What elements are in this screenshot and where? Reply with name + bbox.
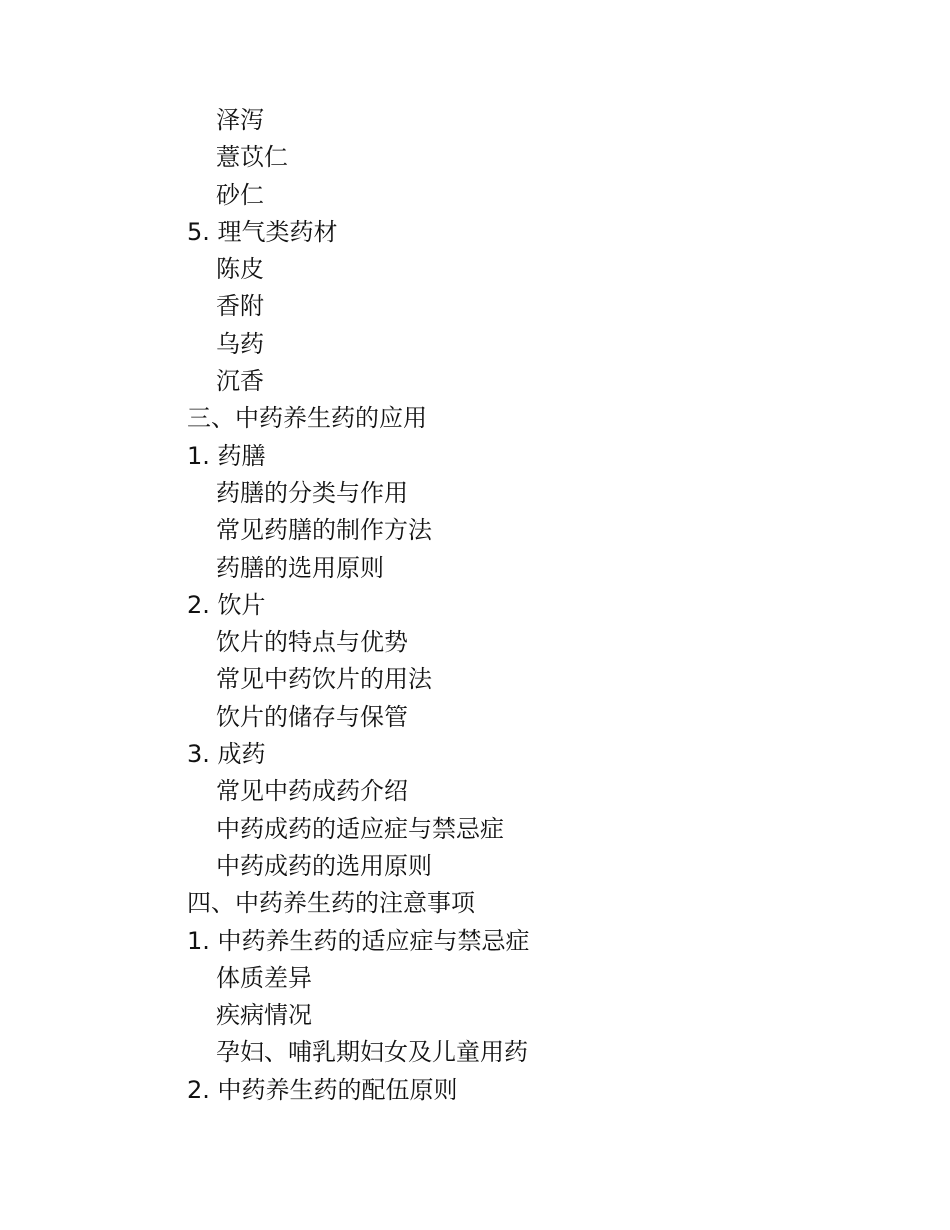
outline-item: 乌药 [216,329,264,358]
outline-item: 砂仁 [216,180,264,209]
outline-heading: 1. 中药养生药的适应症与禁忌症 [187,926,530,955]
outline-item: 孕妇、哺乳期妇女及儿童用药 [216,1038,528,1067]
outline-heading: 3. 成药 [187,740,266,769]
outline-item: 中药成药的选用原则 [216,851,432,880]
outline-item: 中药成药的适应症与禁忌症 [216,814,504,843]
outline-item: 常见中药饮片的用法 [216,665,432,694]
outline-item: 陈皮 [216,255,264,284]
outline-heading: 三、中药养生药的应用 [187,404,427,433]
outline-item: 饮片的储存与保管 [216,702,408,731]
outline-heading: 四、中药养生药的注意事项 [187,889,475,918]
outline-item: 薏苡仁 [216,143,288,172]
outline-heading: 1. 药膳 [187,441,266,470]
outline-item: 药膳的选用原则 [216,553,384,582]
outline-list [187,102,530,1109]
outline-item: 香附 [216,292,264,321]
outline-item: 药膳的分类与作用 [216,478,408,507]
outline-item: 沉香 [216,367,264,396]
outline-item: 常见药膳的制作方法 [216,516,432,545]
outline-item: 饮片的特点与优势 [216,628,408,657]
outline-item: 泽泻 [216,106,264,134]
outline-heading: 2. 饮片 [187,590,266,619]
outline-heading: 5. 理气类药材 [187,217,338,246]
outline-item: 疾病情况 [216,1001,312,1030]
outline-item: 常见中药成药介绍 [216,777,408,806]
outline-item: 体质差异 [216,963,312,992]
outline-heading: 2. 中药养生药的配伍原则 [187,1075,458,1104]
